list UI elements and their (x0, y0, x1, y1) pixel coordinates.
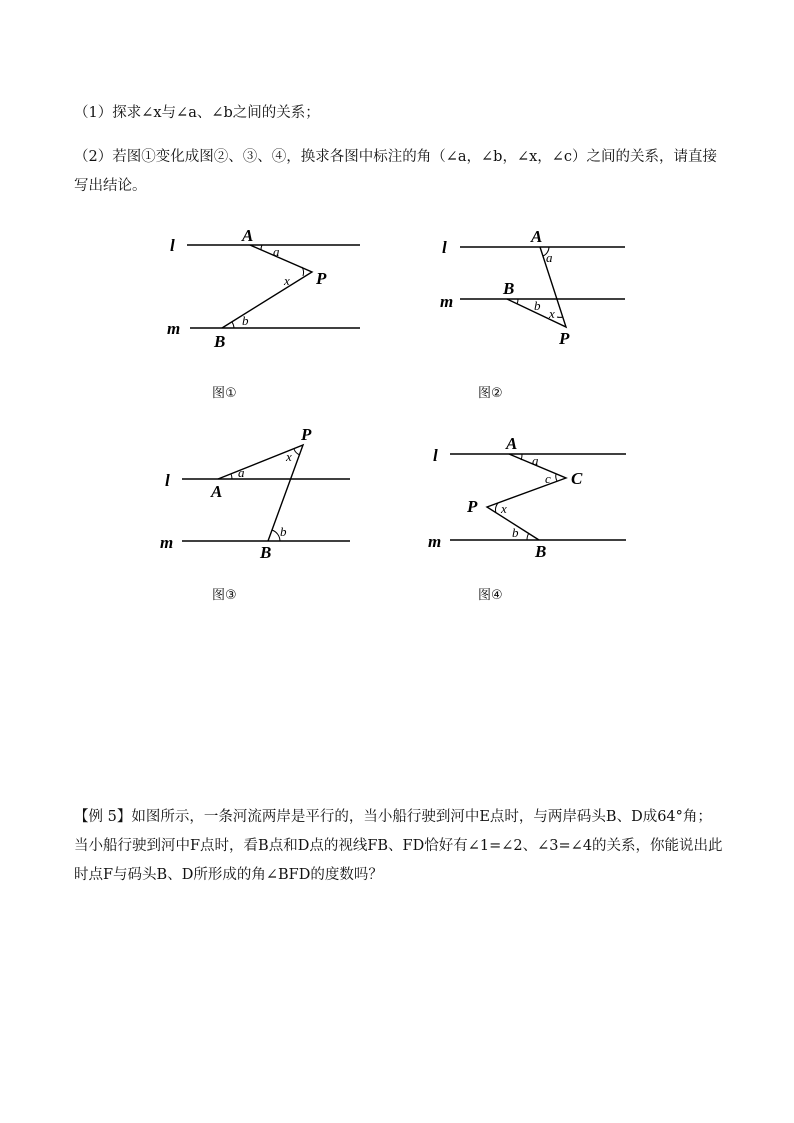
f2-caption: 图② (478, 386, 503, 401)
f2-angle-a: a (546, 250, 553, 265)
f2-label-A: A (531, 227, 543, 246)
f2-label-l: l (442, 238, 447, 257)
f1-angle-x: x (284, 273, 290, 288)
f1-angle-a: a (273, 244, 280, 259)
figure-2 (432, 224, 632, 352)
f1-caption: 图① (212, 386, 237, 401)
f4-label-A: A (506, 434, 518, 453)
figure-1 (160, 222, 370, 352)
f2-angle-x: x (549, 306, 555, 321)
f1-label-l: l (170, 236, 175, 255)
f3-angle-b: b (280, 524, 287, 539)
f3-label-A: A (211, 482, 223, 501)
f4-caption: 图④ (478, 588, 503, 603)
f3-label-B: B (260, 543, 272, 562)
question-1: （1）探求∠x与∠a、∠b之间的关系； (74, 105, 320, 121)
f3-label-P: P (301, 425, 312, 444)
f4-label-l: l (433, 446, 438, 465)
f4-label-B: B (535, 542, 547, 561)
f3-angle-x: x (286, 449, 292, 464)
f2-label-P: P (559, 329, 570, 348)
f3-label-m: m (160, 533, 174, 552)
f3-caption: 图③ (212, 588, 237, 603)
f4-label-C: C (571, 469, 583, 488)
f1-label-m: m (167, 319, 181, 338)
f4-label-m: m (428, 532, 442, 551)
f1-label-P: P (316, 269, 327, 288)
figure-3 (155, 422, 360, 562)
f1-label-B: B (214, 332, 226, 351)
f4-label-P: P (467, 497, 478, 516)
figure-4 (425, 430, 635, 565)
f3-angle-a: a (238, 465, 245, 480)
f4-angle-b: b (512, 525, 519, 540)
f4-angle-c: c (545, 471, 551, 486)
f1-label-A: A (242, 226, 254, 245)
f1-angle-b: b (242, 313, 249, 328)
f4-angle-x: x (501, 501, 507, 516)
f3-label-l: l (165, 471, 170, 490)
f2-label-B: B (503, 279, 515, 298)
f2-label-m: m (440, 292, 454, 311)
question-2: （2）若图①变化成图②、③、④，换求各图中标注的角（∠a，∠b，∠x，∠c）之间的关系，请直接写出结论。 (74, 149, 718, 194)
example-5: 【例 5】如图所示，一条河流两岸是平行的，当小船行驶到河中E点时，与两岸码头B、D成64°角；当小船行驶到河中F点时，看B点和D点的视线FB、FD恰好有∠1=∠2、∠3=∠4的关系，你能说出此时点F与码头B、D所形成的角∠BFD的度数吗？ (74, 809, 723, 883)
f4-angle-a: a (532, 453, 539, 468)
f2-angle-b: b (534, 298, 541, 313)
